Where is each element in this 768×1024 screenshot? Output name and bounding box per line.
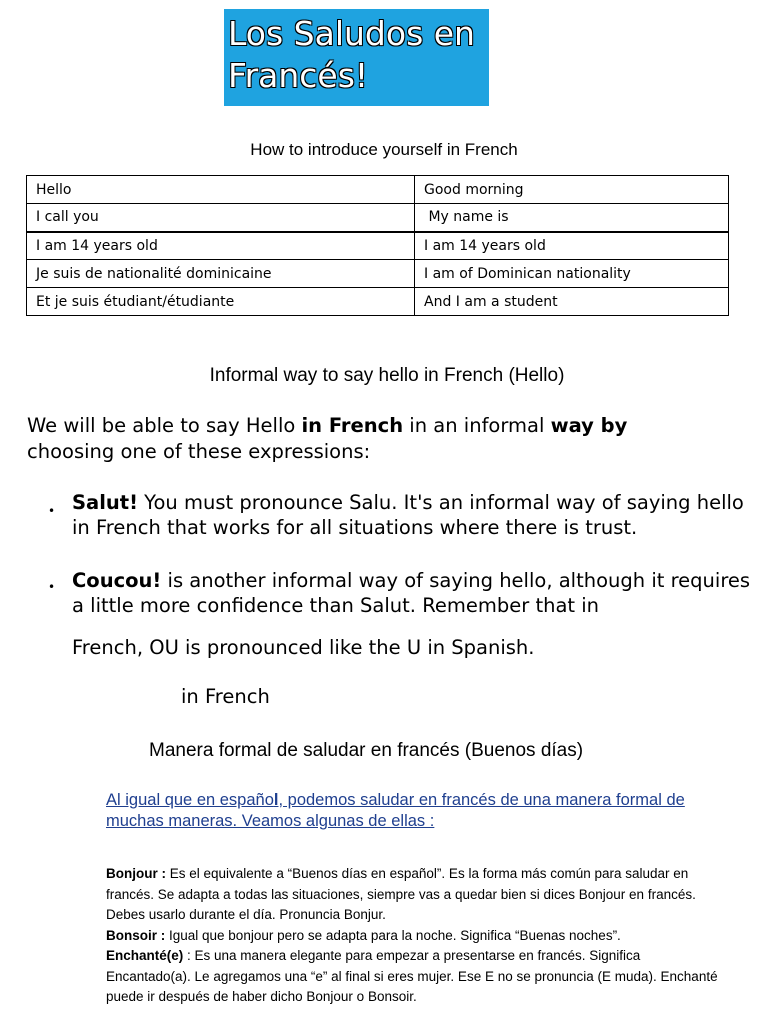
intro-bold: l [273,791,279,809]
title-line-2: Francés! [228,56,369,95]
list-item [72,490,762,540]
expression-term: Coucou! [72,569,162,592]
table-row [27,288,729,316]
formal-definitions [106,864,726,1008]
table-cell: Hello [27,176,415,204]
definition-text: : Es una manera elegante para empezar a presentarse en francés. Significa Encantado(a). Le agregamos una “e” al final si eres mujer. Ese E no se pronuncia (E muda). Enchanté puede ir después de haber dicho Bonjour o Bonsoir. [106,948,718,1004]
table-row [27,232,729,260]
bullet-marker: • [48,504,56,518]
table-row [27,176,729,204]
informal-heading: Informal way to say hello in French (Hello) [209,365,565,386]
expression-text-continued: French, OU is pronounced like the U in Spanish. [72,636,535,659]
para-bold: way by [550,414,628,437]
definition-term: Bonsoir : [106,927,166,943]
subtitle: How to introduce yourself in French [250,140,518,159]
definition-term: Bonjour : [106,866,166,881]
para-text: in an informal [403,414,551,437]
para-text: We will be able to say Hello [27,414,302,437]
table-row [27,260,729,288]
intro-table [26,175,729,316]
table-cell: I call you [27,204,415,232]
expression-text: is another informal way of saying hello, although it requires a little more confidence than Salut. Remember that in [72,569,751,617]
definition-bonjour [106,864,726,926]
expression-text: You must pronounce Salu. It's an informal way of saying hello in French that works for all situations where there is trust. [72,491,744,539]
informal-intro-paragraph [27,413,747,465]
definition-enchante [106,946,726,1008]
trailing-text: in French [181,685,270,708]
title-line-1: Los Saludos en [228,14,475,53]
table-cell: I am 14 years old [27,232,415,260]
title-banner [224,9,489,106]
table-cell: Je suis de nationalité dominicaine [27,260,415,288]
definition-term: Enchanté(e) [106,948,184,963]
intro-text: , podemos saludar en francés de una manera formal de muchas maneras. Veamos algunas de ellas : [106,791,685,830]
table-cell: I am of Dominican nationality [415,260,729,288]
intro-text: Al igual que en españo [106,791,274,809]
expression-term: Salut! [72,491,138,514]
definition-bonsoir [106,926,726,947]
table-cell: Et je suis étudiant/étudiante [27,288,415,316]
bullet-marker: • [48,580,56,594]
formal-heading: Manera formal de saludar en francés (Buenos días) [149,740,584,761]
para-bold: in French [301,414,404,437]
definition-text: Es el equivalente a “Buenos días en español”. Es la forma más común para saludar en francés. Se adapta a todas las situaciones, siempre vas a quedar bien si dices Bonjour en francés. Debes usarlo durante el día. Pronuncia Bonjur. [106,866,696,922]
definition-text: Igual que bonjour pero se adapta para la noche. Significa “Buenas noches”. [165,927,621,943]
table-cell: My name is [415,204,729,232]
para-text: choosing one of these expressions: [27,440,371,463]
table-cell: Good morning [415,176,729,204]
table-row [27,204,729,232]
table-cell: And I am a student [415,288,729,316]
list-item [72,568,762,660]
table-cell: I am 14 years old [415,232,729,260]
formal-intro-link[interactable] [106,790,706,832]
